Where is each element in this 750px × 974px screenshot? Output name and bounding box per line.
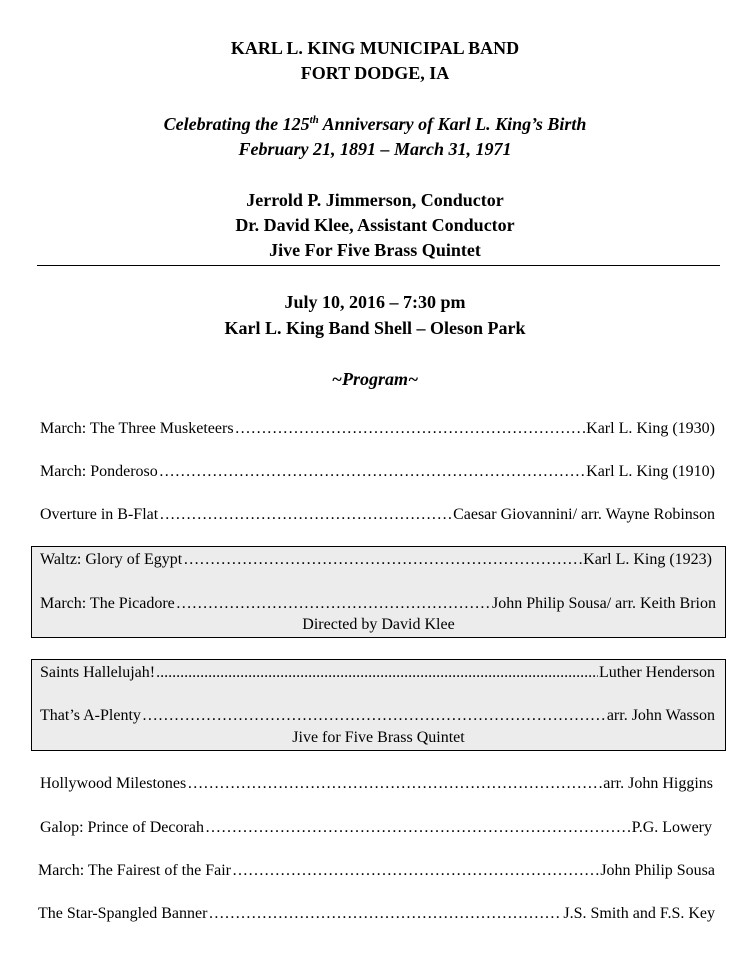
- piece-title: Overture in B-Flat: [40, 506, 159, 523]
- ensemble: Jive For Five Brass Quintet: [269, 240, 481, 260]
- piece-title: Waltz: Glory of Egypt: [40, 551, 183, 568]
- piece-composer: arr. John Higgins: [603, 775, 713, 792]
- conductor: Jerrold P. Jimmerson, Conductor: [246, 190, 504, 210]
- piece-title: March: The Three Musketeers: [40, 420, 234, 437]
- piece-title: Saints Hallelujah!: [40, 664, 156, 681]
- assistant-conductor: Dr. David Klee, Assistant Conductor: [235, 215, 515, 235]
- quintet-set-note: Jive for Five Brass Quintet: [292, 729, 465, 746]
- piece-title: The Star-Spangled Banner: [38, 905, 208, 922]
- piece-composer: John Philip Sousa/ arr. Keith Brion: [492, 595, 716, 612]
- leader-dots: [235, 420, 586, 438]
- program-item: [38, 862, 715, 880]
- event-date-time: July 10, 2016 – 7:30 pm: [284, 292, 466, 312]
- piece-title: March: The Picadore: [40, 595, 175, 612]
- life-dates: February 21, 1891 – March 31, 1971: [238, 139, 512, 159]
- piece-composer: arr. John Wasson: [606, 707, 715, 724]
- leader-dots: [159, 506, 452, 524]
- piece-composer: J.S. Smith and F.S. Key: [563, 905, 715, 922]
- leader-dots: [142, 707, 606, 725]
- piece-composer: Karl L. King (1930): [586, 420, 715, 437]
- celebration-line: [0, 114, 750, 135]
- program-item: [40, 707, 715, 725]
- piece-composer: Luther Henderson: [599, 664, 715, 681]
- klee-set-note: Directed by David Klee: [302, 616, 455, 633]
- program-item: [40, 551, 712, 569]
- program-item: [40, 463, 715, 481]
- program-item: [40, 506, 715, 524]
- celebration-sup: th: [309, 114, 319, 126]
- piece-composer: Caesar Giovannini/ arr. Wayne Robinson: [453, 506, 715, 523]
- piece-title: March: The Fairest of the Fair: [38, 862, 231, 879]
- band-name: KARL L. KING MUNICIPAL BAND: [230, 38, 520, 58]
- celebration-pre: Celebrating the 125: [163, 114, 310, 134]
- leader-dots: [208, 905, 562, 923]
- program-item: [40, 775, 713, 793]
- celebration-post: Anniversary of Karl L. King’s Birth: [318, 114, 587, 134]
- piece-title: That’s A-Plenty: [40, 707, 141, 724]
- program-item: [40, 664, 715, 682]
- piece-title: Hollywood Milestones: [40, 775, 187, 792]
- leader-dots: [183, 551, 582, 569]
- piece-composer: P.G. Lowery: [631, 819, 712, 836]
- piece-composer: Karl L. King (1910): [586, 463, 715, 480]
- leader-dots: [187, 775, 602, 793]
- leader-dots: [176, 595, 491, 613]
- program-title: ~Program~: [331, 369, 419, 389]
- leader-dots: [156, 664, 598, 682]
- leader-dots: [159, 463, 585, 481]
- program-item: [38, 905, 715, 923]
- divider: [37, 265, 720, 266]
- event-venue: Karl L. King Band Shell – Oleson Park: [224, 318, 526, 338]
- piece-composer: Karl L. King (1923): [583, 551, 712, 568]
- piece-title: March: Ponderoso: [40, 463, 158, 480]
- leader-dots: [232, 862, 599, 880]
- program-item: [40, 595, 716, 613]
- piece-composer: John Philip Sousa: [600, 862, 715, 879]
- piece-title: Galop: Prince of Decorah: [40, 819, 204, 836]
- leader-dots: [205, 819, 631, 837]
- program-item: [40, 420, 715, 438]
- program-item: [40, 819, 712, 837]
- city: FORT DODGE, IA: [300, 63, 450, 83]
